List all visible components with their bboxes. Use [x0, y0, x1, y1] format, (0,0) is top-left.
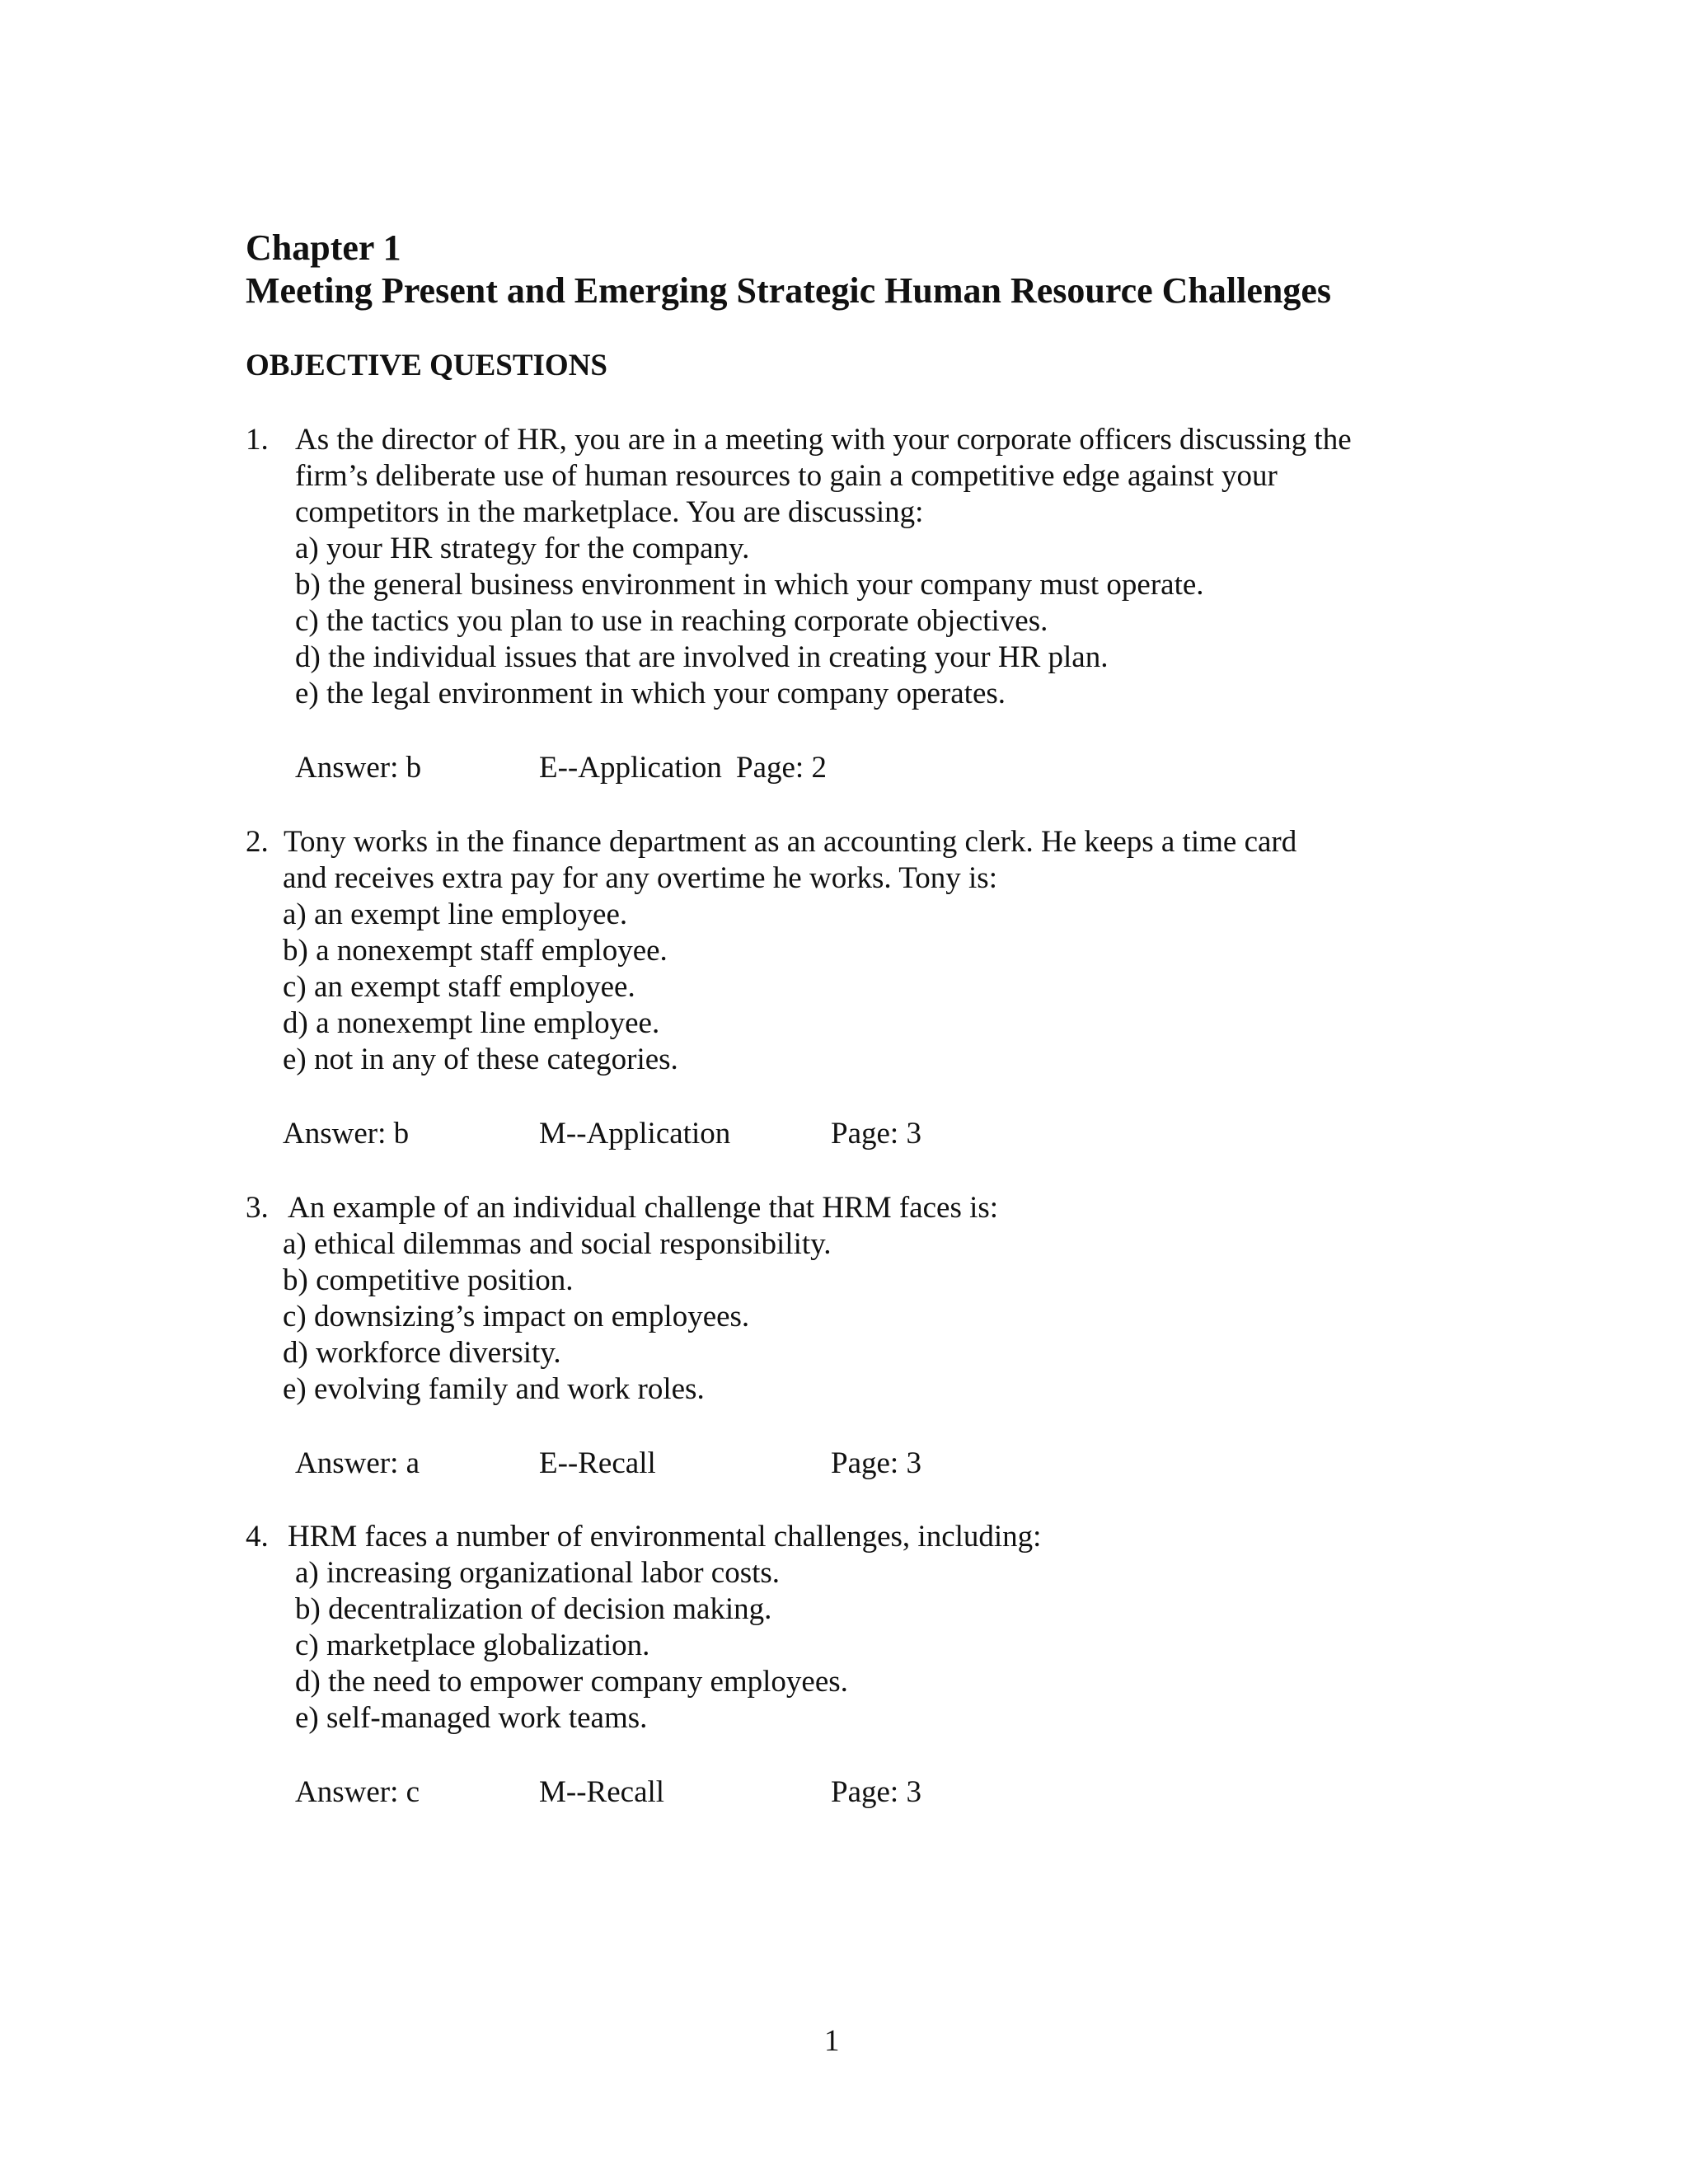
answer-option: a) ethical dilemmas and social responsibility.: [283, 1227, 832, 1261]
chapter-label: Chapter 1: [246, 227, 401, 268]
answer-option: a) increasing organizational labor costs.: [295, 1556, 781, 1590]
question-stem-line: Tony works in the finance department as an accounting clerk. He keeps a time card: [284, 825, 1297, 859]
page-number: 1: [824, 2024, 840, 2058]
answer-key: Answer: a: [295, 1446, 420, 1480]
answer-option: e) the legal environment in which your company operates.: [295, 677, 1006, 710]
page-reference: Page: 3: [831, 1117, 921, 1151]
answer-option: a) your HR strategy for the company.: [295, 532, 750, 565]
question-stem-line: HRM faces a number of environmental challenges, including:: [288, 1520, 1042, 1554]
question-number: 1.: [246, 423, 269, 457]
question-number: 2.: [246, 825, 269, 859]
answer-option: b) competitive position.: [283, 1263, 574, 1297]
answer-option: c) the tactics you plan to use in reaching corporate objectives.: [295, 604, 1048, 638]
answer-option: c) marketplace globalization.: [295, 1629, 650, 1662]
question-stem-line: and receives extra pay for any overtime he works. Tony is:: [283, 861, 997, 895]
section-title: OBJECTIVE QUESTIONS: [246, 349, 607, 382]
answer-option: e) evolving family and work roles.: [283, 1372, 705, 1406]
page-reference: Page: 3: [831, 1446, 921, 1480]
answer-option: b) a nonexempt staff employee.: [283, 934, 668, 968]
answer-option: d) the individual issues that are involved in creating your HR plan.: [295, 640, 1109, 674]
answer-option: b) the general business environment in which your company must operate.: [295, 568, 1204, 602]
answer-key: Answer: b: [283, 1117, 410, 1151]
answer-key: Answer: b: [295, 751, 422, 785]
answer-option: b) decentralization of decision making.: [295, 1592, 772, 1626]
question-number: 4.: [246, 1520, 269, 1554]
answer-key: Answer: c: [295, 1775, 420, 1809]
difficulty-level: E--Application: [539, 751, 722, 785]
page-reference: Page: 3: [831, 1775, 921, 1809]
answer-option: e) not in any of these categories.: [283, 1043, 678, 1076]
question-stem-line: firm’s deliberate use of human resources to gain a competitive edge against your: [295, 459, 1278, 493]
answer-option: d) a nonexempt line employee.: [283, 1006, 660, 1040]
answer-option: d) workforce diversity.: [283, 1336, 561, 1370]
page-reference: Page: 2: [736, 751, 827, 785]
answer-option: c) an exempt staff employee.: [283, 970, 635, 1004]
chapter-title: Meeting Present and Emerging Strategic Human Resource Challenges: [246, 270, 1331, 311]
question-stem-line: An example of an individual challenge that HRM faces is:: [288, 1191, 999, 1225]
difficulty-level: M--Recall: [539, 1775, 665, 1809]
question-number: 3.: [246, 1191, 269, 1225]
difficulty-level: M--Application: [539, 1117, 731, 1151]
difficulty-level: E--Recall: [539, 1446, 656, 1480]
answer-option: c) downsizing’s impact on employees.: [283, 1300, 750, 1333]
answer-option: e) self-managed work teams.: [295, 1701, 648, 1735]
answer-option: d) the need to empower company employees.: [295, 1665, 848, 1699]
question-stem-line: As the director of HR, you are in a meeting with your corporate officers discussing the: [295, 423, 1352, 457]
question-stem-line: competitors in the marketplace. You are discussing:: [295, 495, 924, 529]
answer-option: a) an exempt line employee.: [283, 898, 628, 931]
